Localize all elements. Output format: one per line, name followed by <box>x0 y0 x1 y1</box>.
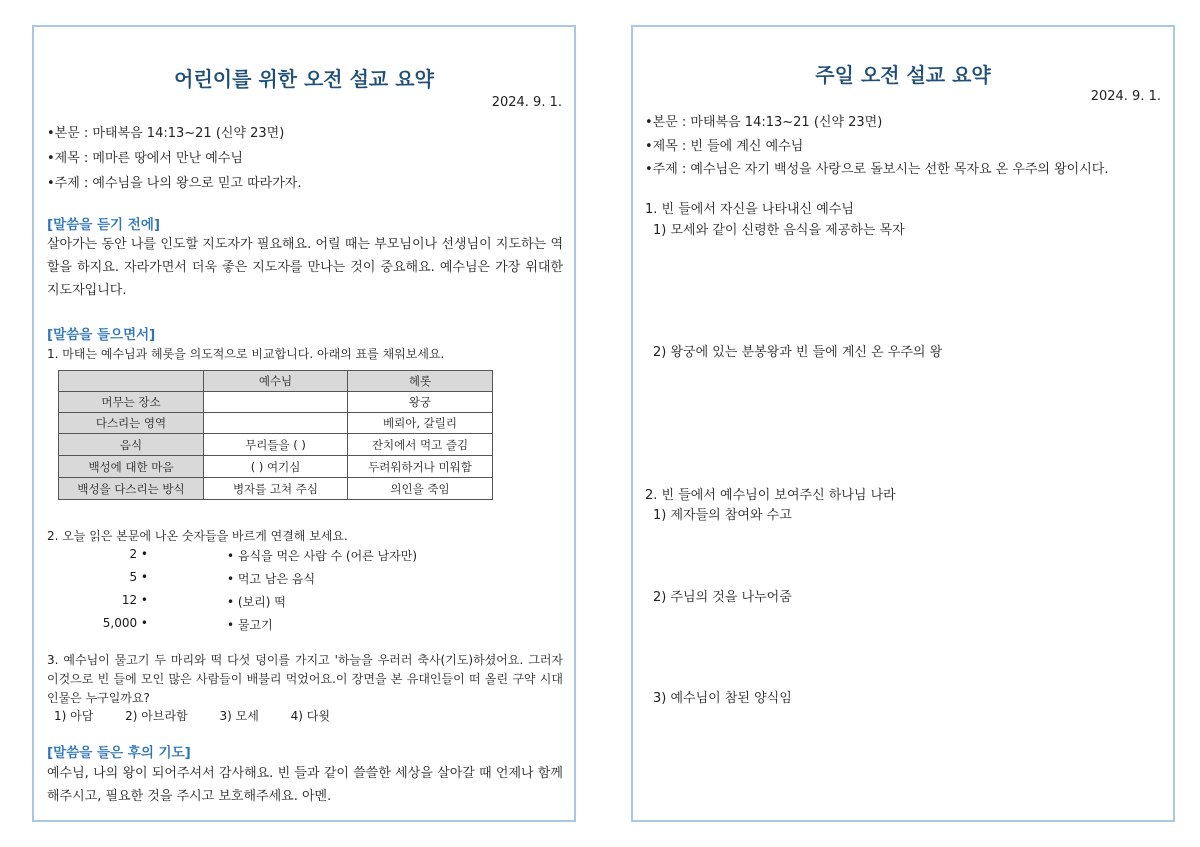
comparison-table <box>58 370 493 500</box>
outline-point-1-1: 1) 모세와 같이 신령한 음식을 제공하는 목자 <box>653 223 905 238</box>
before-body: 살아가는 동안 나를 인도할 지도자가 필요해요. 어릴 때는 부모님이나 선생님이 지도하는 역할을 하지요. 자라가면서 더욱 좋은 지도자를 만나는 것이 중요해요. 예수님은 가장 위대한 지도자입니다. <box>47 237 564 298</box>
table-cell: 무리들을 ( ) <box>204 434 348 456</box>
theme: •주제 : 예수님을 나의 왕으로 믿고 따라가자. <box>47 176 302 191</box>
choice: 4) 다윗 <box>290 709 330 723</box>
passage: •본문 : 마태복음 14:13~21 (신약 23면) <box>645 115 883 130</box>
left-page <box>32 25 576 822</box>
date: 2024. 9. 1. <box>1090 89 1161 104</box>
table-header-cell: 헤롯 <box>348 371 493 392</box>
prayer-heading: [말씀을 들은 후의 기도] <box>47 745 191 761</box>
table-row <box>59 392 493 413</box>
table-row <box>59 478 493 500</box>
match-item: • 음식을 먹은 사람 수 (어른 남자만) <box>227 549 418 563</box>
match-number: 12 • <box>121 593 148 607</box>
theme: •주제 : 예수님은 자기 백성을 사랑으로 돌보시는 선한 목자요 온 우주의 왕이시다. <box>645 162 1109 177</box>
table-cell: 왕궁 <box>348 392 493 413</box>
outline-point-1: 1. 빈 들에서 자신을 나타내신 예수님 <box>645 202 854 217</box>
match-number: 5 • <box>129 570 148 584</box>
row-header: 백성을 다스리는 방식 <box>59 478 204 500</box>
table-cell <box>204 392 348 413</box>
row-header: 다스리는 영역 <box>59 413 204 434</box>
table-row <box>59 413 493 434</box>
table-cell <box>204 413 348 434</box>
outline-point-2-1: 1) 제자들의 참여와 수고 <box>653 508 792 523</box>
question-2: 2. 오늘 읽은 본문에 나온 숫자들을 바르게 연결해 보세요. <box>47 529 348 543</box>
passage: •본문 : 마태복음 14:13~21 (신약 23면) <box>47 126 285 141</box>
during-heading: [말씀을 들으면서] <box>47 327 156 343</box>
match-number: 2 • <box>129 547 148 561</box>
table-row <box>59 456 493 478</box>
match-item: • 먹고 남은 음식 <box>227 572 316 586</box>
choice: 2) 아브라함 <box>125 709 188 723</box>
table-header-cell: 예수님 <box>204 371 348 392</box>
choice: 3) 모세 <box>219 709 259 723</box>
outline-point-2-2: 2) 주님의 것을 나누어줌 <box>653 590 792 605</box>
answer-choices <box>54 707 358 724</box>
before-heading: [말씀을 듣기 전에] <box>47 217 161 233</box>
table-cell: 두려워하거나 미워함 <box>348 456 493 478</box>
right-page <box>631 25 1175 822</box>
sermon-title: •제목 : 빈 들에 계신 예수님 <box>645 139 804 154</box>
row-header: 머무는 장소 <box>59 392 204 413</box>
match-item: • (보리) 떡 <box>227 595 286 609</box>
match-item: • 물고기 <box>227 618 273 632</box>
row-header: 백성에 대한 마음 <box>59 456 204 478</box>
table-cell: 베뢰아, 갈릴리 <box>348 413 493 434</box>
table-row <box>59 434 493 456</box>
sermon-title: •제목 : 메마른 땅에서 만난 예수님 <box>47 151 243 166</box>
outline-point-2: 2. 빈 들에서 예수님이 보여주신 하나님 나라 <box>645 488 896 503</box>
table-cell: 잔치에서 먹고 즐김 <box>348 434 493 456</box>
question-1: 1. 마태는 예수님과 헤롯을 의도적으로 비교합니다. 아래의 표를 채워보세요. <box>47 347 445 361</box>
outline-point-1-2: 2) 왕궁에 있는 분봉왕과 빈 들에 계신 온 우주의 왕 <box>653 345 943 360</box>
table-header-row <box>59 371 493 392</box>
table-cell: 의인을 죽임 <box>348 478 493 500</box>
date: 2024. 9. 1. <box>491 95 562 110</box>
row-header: 음식 <box>59 434 204 456</box>
match-number: 5,000 • <box>102 616 148 630</box>
outline-point-2-3: 3) 예수님이 참된 양식임 <box>653 691 792 706</box>
prayer-body: 예수님, 나의 왕이 되어주셔서 감사해요. 빈 들과 같이 쓸쓸한 세상을 살아갈 때 언제나 함께 해주시고, 필요한 것을 주시고 보호해주세요. 아멘. <box>47 766 563 804</box>
choice: 1) 아담 <box>54 709 94 723</box>
question-3: 3. 예수님이 물고기 두 마리와 떡 다섯 덩이를 가지고 '하늘을 우러러 축사(기도)하셨어요. 그러자 이것으로 빈 들에 모인 많은 사람들이 배불리 먹었어요.이 장면을 본 유대인들이 떠 올린 구약 시대 인물은 누구일까요? <box>47 653 563 705</box>
table-header-cell <box>59 371 204 392</box>
page-title: 주일 오전 설교 요약 <box>815 63 991 87</box>
table-cell: ( ) 여기심 <box>204 456 348 478</box>
table-cell: 병자를 고쳐 주심 <box>204 478 348 500</box>
page-title: 어린이를 위한 오전 설교 요약 <box>174 67 434 91</box>
